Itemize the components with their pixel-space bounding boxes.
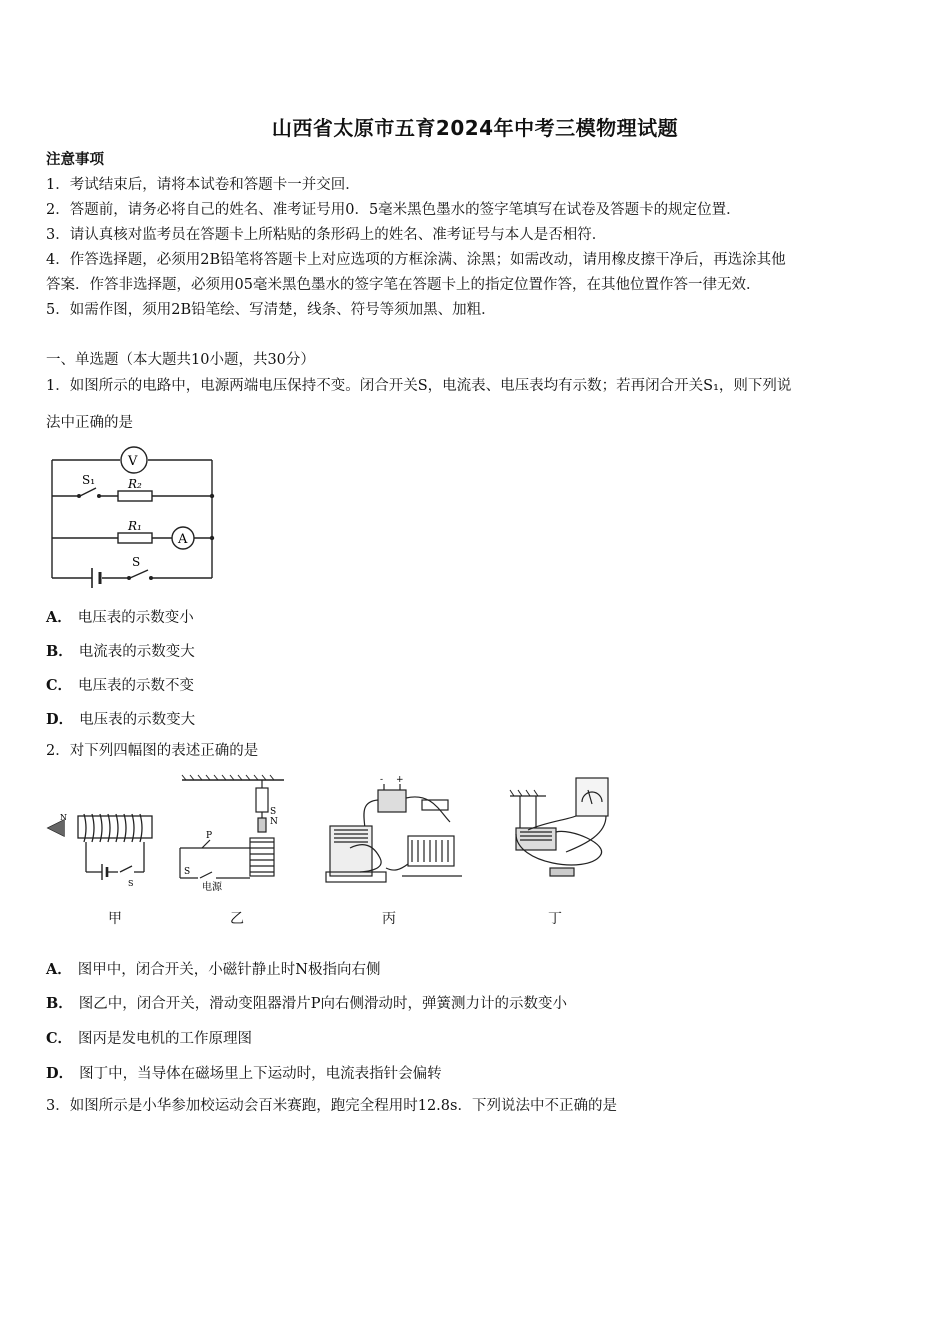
r1-label: R₁: [128, 519, 142, 533]
needle-n-label: N: [60, 813, 67, 822]
notice-item: 4．作答选择题，必须用2B铅笔将答题卡上对应选项的方框涂满、涂黑；如需改动，请用橡皮擦干净后，再选涂其他: [46, 252, 786, 268]
q1-circuit-diagram: [44, 446, 224, 588]
caption-jia: 甲: [108, 911, 122, 927]
page-title: 山西省太原市五育2024年中考三模物理试题: [271, 116, 679, 140]
s-label: S: [132, 555, 141, 569]
caption-ding: 丁: [548, 911, 562, 927]
notice-item: 5．如需作图，须用2B铅笔绘、写清楚，线条、符号等须加黑、加粗．: [46, 302, 496, 318]
q1-stem: 1．如图所示的电路中，电源两端电压保持不变。闭合开关S，电流表、电压表均有示数；若再闭合开关S₁，则下列说: [46, 378, 792, 394]
q2-option-a[interactable]: A． 图甲中，闭合开关，小磁针静止时N极指向右侧: [46, 961, 381, 978]
caption-bing: 丙: [382, 911, 396, 927]
q3-stem: 3．如图所示是小华参加校运动会百米赛跑，跑完全程用时12.8s．下列说法中不正确的是: [46, 1098, 617, 1114]
yi-switch-label: S: [184, 867, 191, 877]
q1-option-a[interactable]: A． 电压表的示数变小: [46, 609, 194, 626]
voltmeter-label: V: [128, 454, 138, 469]
notice-item: 答案．作答非选择题，必须用05毫米黑色墨水的签字笔在答题卡上的指定位置作答，在其他位置作答一律无效．: [46, 277, 761, 293]
power-label: 电源: [202, 882, 222, 892]
notice-item: 3．请认真核对监考员在答题卡上所粘贴的条形码上的姓名、准考证号与本人是否相符．: [46, 227, 607, 243]
minus-label: -: [380, 775, 384, 785]
q2-option-c[interactable]: C． 图丙是发电机的工作原理图: [46, 1030, 253, 1047]
s1-label: S₁: [82, 473, 96, 487]
notice-item: 2．答题前，请务必将自己的姓名、准考证号用0．5毫米黑色墨水的签字笔填写在试卷及答题卡的规定位置．: [46, 202, 741, 218]
q2-option-d[interactable]: D． 图丁中，当导体在磁场里上下运动时，电流表指针会偏转: [46, 1065, 442, 1082]
r2-label: R₂: [128, 477, 142, 491]
plus-label: +: [396, 775, 404, 785]
q1-option-c[interactable]: C． 电压表的示数不变: [46, 677, 195, 694]
q2-figure-jia: [44, 806, 160, 888]
caption-yi: 乙: [230, 911, 244, 927]
ammeter-label: A: [178, 532, 188, 547]
jia-switch-label: S: [128, 879, 134, 888]
q1-option-d[interactable]: D． 电压表的示数变大: [46, 711, 196, 728]
q2-option-b[interactable]: B． 图乙中，闭合开关，滑动变阻器滑片P向右侧滑动时，弹簧测力计的示数变小: [46, 995, 568, 1012]
s1-contact: [77, 494, 81, 498]
q2-figure-yi: [172, 774, 290, 892]
yi-n-label: N: [270, 817, 278, 827]
slider-p-label: P: [206, 831, 213, 841]
q2-figure-bing: [322, 772, 472, 890]
q1-option-b[interactable]: B． 电流表的示数变大: [46, 643, 195, 660]
q2-stem: 2．对下列四幅图的表述正确的是: [46, 743, 259, 759]
q1-stem-cont: 法中正确的是: [46, 415, 133, 431]
q2-figure-ding: [506, 774, 618, 886]
notice-heading: 注意事项: [46, 151, 104, 168]
section-heading: 一、单选题（本大题共10小题，共30分）: [46, 352, 315, 368]
yi-s-label: S: [270, 807, 277, 817]
notice-item: 1．考试结束后，请将本试卷和答题卡一并交回．: [46, 177, 360, 193]
